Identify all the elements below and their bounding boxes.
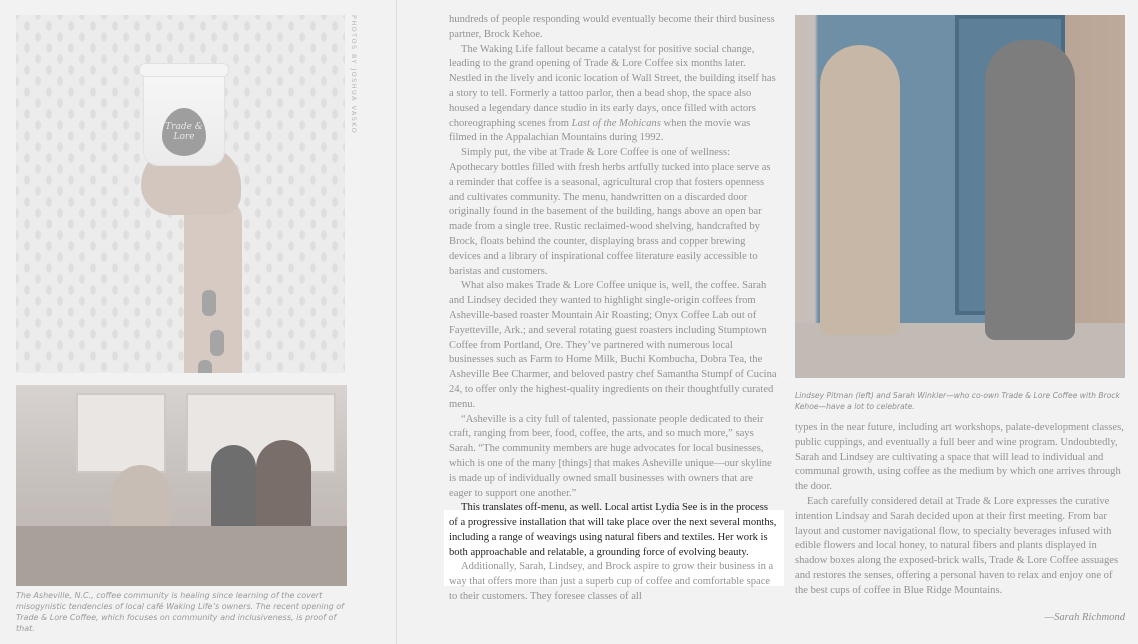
- cup-logo: [162, 108, 206, 156]
- tattoo-mark: [202, 290, 216, 316]
- article-column-middle: [449, 13, 777, 605]
- cafe-interior-photo: [16, 385, 347, 586]
- tattoo-mark: [210, 330, 224, 356]
- cafe-photo-caption: The Asheville, N.C., coffee community is healing since learning of the covert misogynistic tendencies of local café Waking Life’s owners. The recent opening of Trade & Lore Coffee, which focuses on community and inclusiveness, is proof of that.: [16, 591, 344, 633]
- person-lindsey: [820, 45, 900, 335]
- tattooed-arm: [184, 200, 242, 373]
- paragraph: “Asheville is a city full of talented, passionate people dedicated to their craft, ranging from beer, food, coffee, the arts, and so much more,” says Sarah. “The community members are huge advocates for local businesses, which is one of the many [things] that makes Asheville unique—our skyline is made up of individually owned small businesses with owners that are eager to support one another.”: [449, 413, 772, 499]
- paragraph: [449, 43, 777, 147]
- paragraph: What also makes Trade & Lore Coffee unique is, well, the coffee. Sarah and Lindsey decided they wanted to highlight single-origin coffees from Asheville-based roaster Mountain Air Roasting; Onyx Coffee Lab out of Fayetteville, Ark.; and several rotating guest roasters including Stumptown Coffee from Portland, Ore. They’ve partnered with numerous local businesses such as Farm to Home Milk, Buchi Kombucha, Dobra Tea, the Asheville Bee Charmer, and beloved pastry chef Samantha Stumpf of Cucina 24, to offer only the highest-quality ingredients on their thoughtfully curated menu.: [449, 280, 777, 410]
- coffee-cup: [144, 70, 224, 165]
- paragraph: Additionally, Sarah, Lindsey, and Brock aspire to grow their business in a way that offers more than just a superb cup of coffee and comfortable space to their customers. They foresee classes of all: [449, 561, 774, 603]
- cafe-window: [76, 393, 166, 473]
- article-column-right: [795, 421, 1127, 599]
- paragraph: types in the near future, including art workshops, palate-development classes, public cuppings, and eventually a full beer and wine program. Undoubtedly, Sarah and Lindsey are cultivating a space that will lead to individual and communal growth, using coffee as the medium by which one arrives through the door.: [795, 422, 1124, 493]
- coffee-cup-photo: [16, 15, 345, 373]
- author-signature: —Sarah Richmond: [1044, 612, 1125, 623]
- cup-lid: [140, 64, 228, 76]
- owners-photo-caption: Lindsey Pitman (left) and Sarah Winkler—who co-own Trade & Lore Coffee with Brock Kehoe—have a lot to celebrate.: [795, 391, 1120, 411]
- tattoo-mark: [198, 360, 212, 373]
- cafe-counter: [16, 526, 347, 586]
- photo-credit: PHOTOS BY JOSHUA VASKO: [350, 15, 358, 135]
- paragraph-text: The Waking Life fallout became a catalyst for positive social change, leading to the grand opening of Trade & Lore Coffee six months later. Nestled in the lively and iconic location of Wall Street, the building itself has a story to tell. Formerly a tattoo parlor, then a bead shop, the space also housed a legendary dance studio in its early days, once filled with actors choreographing scenes from: [449, 43, 776, 129]
- paragraph: hundreds of people responding would eventually become their third business partner, Brock Kehoe.: [449, 14, 775, 40]
- highlighted-paragraph: This translates off-menu, as well. Local artist Lydia See is in the process of a progressive installation that will take place over the next several months, including a range of weavings using natural fibers and textiles. Her work is both approachable and relatable, a grounding force of evolving beauty.: [449, 502, 777, 558]
- paragraph-text: when the movie was filmed in the Appalachian Mountains during 1992.: [449, 117, 751, 144]
- film-title: Last of the Mohicans: [571, 117, 661, 129]
- cup-logo-text: Trade & Lore: [165, 122, 203, 142]
- paragraph: Simply put, the vibe at Trade & Lore Coffee is one of wellness: Apothecary bottles filled with fresh herbs artfully tucked into place serve as a reminder that coffee is a seasonal, agricultural crop that fosters openness and cultivates community. The menu, handwritten on a discarded door originally found in the basement of the building, hangs above an open bar made from a single tree. Rustic reclaimed-wood shelving, handcrafted by Brock, floats behind the counter, displaying brass and copper brewing devices and a library of inspirational coffee literature easily accessible to baristas and customers.: [449, 147, 771, 277]
- person-sarah: [985, 40, 1075, 340]
- owners-photo: [795, 15, 1125, 378]
- paragraph: Each carefully considered detail at Trade & Lore expresses the curative intention Lindsay and Sarah decided upon at their first meeting. From bar layout and customer navigational flow, to specialty beverages infused with edible flowers and local honey, to natural fibers and plants displayed in shadow boxes along the exposed-brick walls, Trade & Lore Coffee assuages and restores the senses, offering a personal haven to relax and enjoy one of the best cups of coffee in Blue Ridge Mountains.: [795, 495, 1119, 596]
